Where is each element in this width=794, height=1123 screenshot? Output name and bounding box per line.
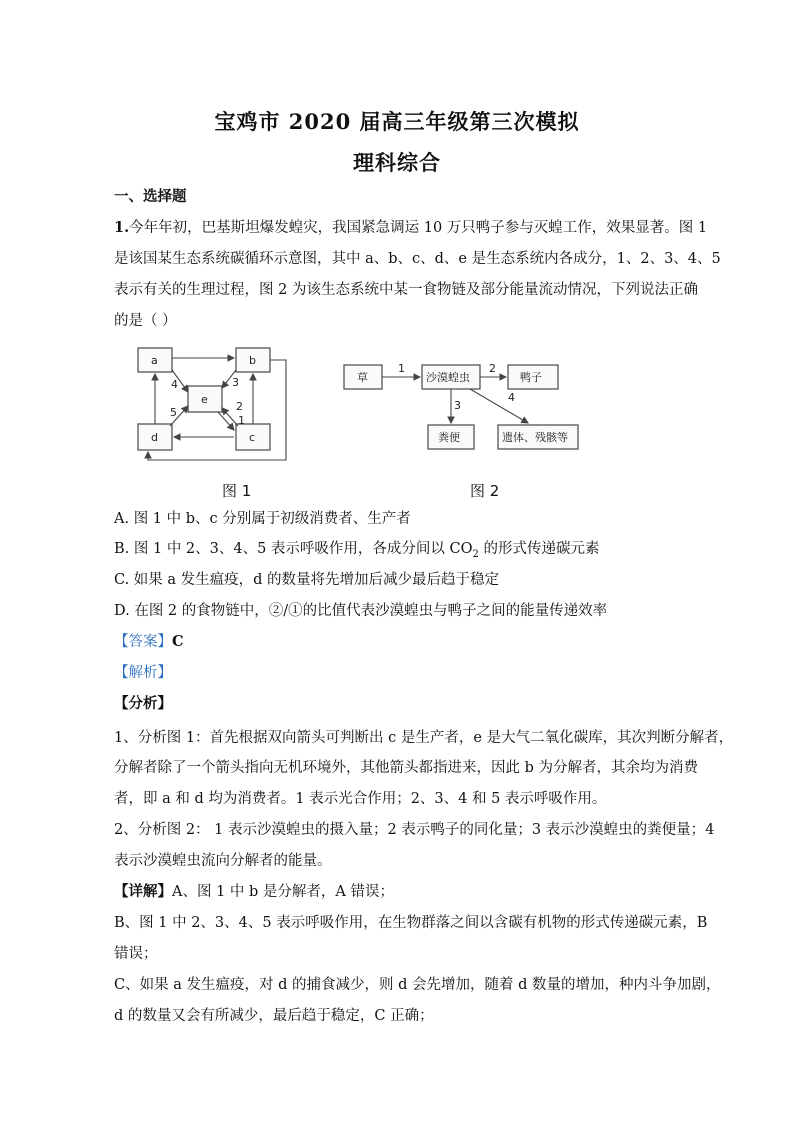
- option-b-text-end: 的形式传递碳元素: [478, 541, 600, 557]
- detail-line-2: B、图 1 中 2、3、4、5 表示呼吸作用，在生物群落之间以含碳有机物的形式传递碳元素，B: [114, 915, 708, 931]
- node-e-label: e: [201, 393, 208, 406]
- node-feces-label: 粪便: [438, 431, 460, 444]
- arrow-label-1: 1: [238, 414, 245, 427]
- option-a: A. 图 1 中 b、c 分别属于初级消费者、生产者: [114, 511, 411, 527]
- node-duck-label: 鸭子: [520, 371, 542, 384]
- node-locust-label: 沙漠蝗虫: [426, 371, 470, 384]
- arrow-label-2: 2: [236, 400, 243, 413]
- arrow-label-3: 3: [232, 376, 239, 389]
- question-line-3: 表示有关的生理过程，图 2 为该生态系统中某一食物链及部分能量流动情况，下列说法正确: [114, 282, 698, 298]
- option-b-text: B. 图 1 中 2、3、4、5 表示呼吸作用，各成分间以 CO: [114, 541, 473, 557]
- question-line-4: 的是（ ）: [114, 313, 177, 329]
- analysis-line-2: 分解者除了一个箭头指向无机环境外，其他箭头都指进来，因此 b 为分解者，其余均为消费: [114, 760, 698, 776]
- arrow-label-5: 5: [170, 406, 177, 419]
- figure-2-food-chain-diagram: [340, 355, 580, 455]
- node-remains-label: 遗体、残骸等: [502, 431, 568, 444]
- question-line-2: 是该国某生态系统碳循环示意图，其中 a、b、c、d、e 是生态系统内各成分，1、2、3、4、5: [114, 251, 721, 267]
- answer-label: 【答案】: [114, 634, 172, 650]
- detail-line-4: C、如果 a 发生瘟疫，对 d 的捕食减少，则 d 会先增加，随着 d 数量的增加，种内斗争加剧，: [114, 977, 721, 993]
- detail-text: A、图 1 中 b 是分解者，A 错误；: [172, 884, 394, 900]
- document-title: 宝鸡市 2020 届高三年级第三次模拟: [214, 109, 580, 134]
- node-d-label: d: [151, 431, 158, 444]
- food-arrow-label-2: 2: [489, 362, 496, 375]
- detail-line-3: 错误；: [114, 946, 158, 962]
- food-arrow-label-1: 1: [398, 362, 405, 375]
- option-b: [114, 539, 600, 565]
- analysis-line-4: 2、分析图 2： 1 表示沙漠蝗虫的摄入量；2 表示鸭子的同化量；3 表示沙漠蝗虫的粪便量；4: [114, 822, 715, 838]
- analysis-label: 【解析】: [114, 665, 172, 681]
- analysis-line-1: 1、分析图 1：首先根据双向箭头可判断出 c 是生产者，e 是大气二氧化碳库，其次判断分解者，: [114, 730, 734, 746]
- option-b-subscript: 2: [472, 548, 479, 560]
- option-c: C. 如果 a 发生瘟疫，d 的数量将先增加后减少最后趋于稳定: [114, 572, 500, 588]
- analysis-line-5: 表示沙漠蝗虫流向分解者的能量。: [114, 853, 332, 869]
- arrow-label-4: 4: [171, 378, 178, 391]
- figure-1-caption: 图 1: [222, 482, 252, 500]
- fenxi-label: 【分析】: [114, 695, 172, 712]
- option-d: D. 在图 2 的食物链中，②/①的比值代表沙漠蝗虫与鸭子之间的能量传递效率: [114, 603, 608, 619]
- figure-2-caption: 图 2: [470, 482, 500, 500]
- detail-line-1: [114, 882, 394, 902]
- food-arrow-label-4: 4: [508, 391, 515, 404]
- node-a-label: a: [151, 354, 158, 367]
- food-arrow-label-3: 3: [454, 399, 461, 412]
- question-line-1: [114, 218, 707, 238]
- detail-line-5: d 的数量又会有所减少，最后趋于稳定，C 正确；: [114, 1008, 434, 1024]
- question-number: 1.: [114, 219, 130, 236]
- document-subtitle: 理科综合: [353, 150, 441, 175]
- analysis-line-3: 者，即 a 和 d 均为消费者。1 表示光合作用；2、3、4 和 5 表示呼吸作用。: [114, 791, 607, 807]
- answer-row: [114, 632, 184, 652]
- question-text: 今年年初，巴基斯坦爆发蝗灾，我国紧急调运 10 万只鸭子参与灭蝗工作，效果显著。图 1: [129, 220, 708, 236]
- node-c-label: c: [249, 431, 256, 444]
- node-grass-label: 草: [357, 371, 368, 384]
- section-heading: 一、选择题: [114, 188, 187, 205]
- figure-1-carbon-cycle-diagram: [128, 340, 298, 465]
- answer-value: C: [172, 633, 184, 650]
- node-b-label: b: [249, 354, 256, 367]
- detail-label: 【详解】: [114, 883, 172, 900]
